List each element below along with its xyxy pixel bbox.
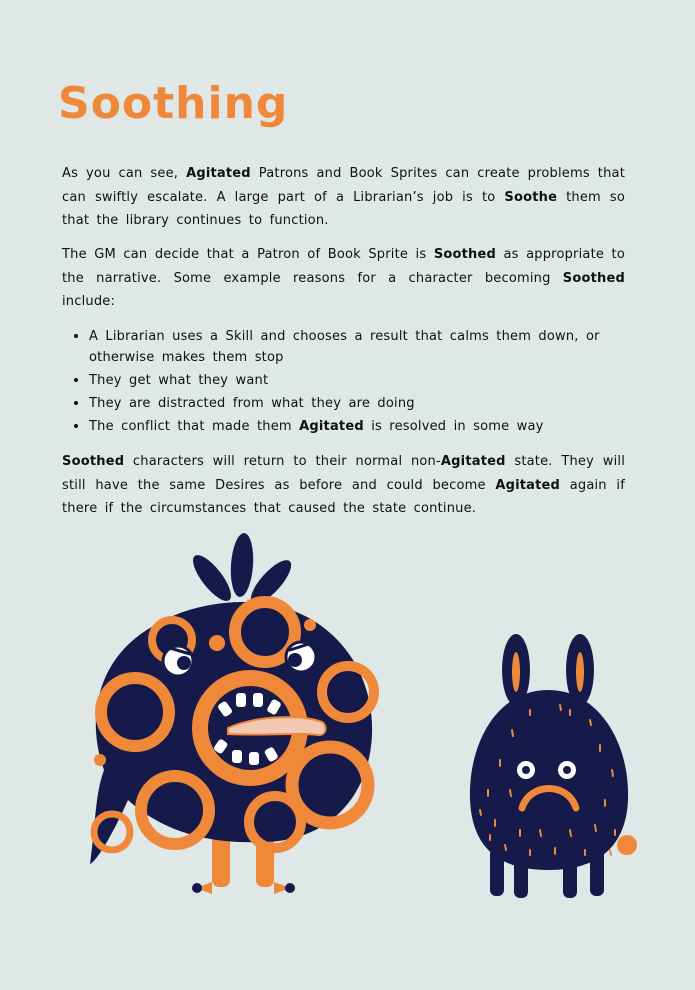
text: again if there if the circumstances that caused the state continue. xyxy=(62,477,625,516)
text: as appropriate to the narrative. Some example reasons for a character becoming xyxy=(62,247,625,286)
reasons-list xyxy=(66,326,649,439)
text: characters will return to their normal non- xyxy=(124,454,441,469)
keyword-soothed: Soothed xyxy=(62,454,125,469)
list-item xyxy=(89,416,649,438)
paragraph-soothed xyxy=(62,450,625,521)
keyword-agitated: Agitated xyxy=(495,477,561,493)
paragraph-gm xyxy=(62,243,625,314)
keyword-soothed: Soothed xyxy=(433,247,497,262)
text: The GM can decide that a Patron of Book Sprite is xyxy=(62,247,434,262)
text: Patrons and Book Sprites can create problems that can swiftly escalate. A large part of a Librarian’s job is to xyxy=(62,166,625,205)
spotted-monster-icon xyxy=(90,532,374,894)
text: The conflict that made them xyxy=(89,418,300,434)
illustration xyxy=(0,530,695,990)
page-title: Soothing xyxy=(58,78,289,129)
keyword-agitated: Agitated xyxy=(299,418,364,434)
keyword-agitated: Agitated xyxy=(440,454,506,469)
keyword-soothed: Soothed xyxy=(562,270,625,286)
text: them so that the library continues to function. xyxy=(62,189,626,228)
text: include: xyxy=(62,294,116,309)
list-item: • They get what they want xyxy=(89,370,649,392)
text: As you can see, xyxy=(62,166,187,181)
sad-bunny-monster-icon xyxy=(470,634,637,898)
text: state. They will still have the same Desires as before and could become xyxy=(62,454,626,493)
text: is resolved in some way xyxy=(363,418,544,434)
list-item: • They are distracted from what they are doing xyxy=(89,393,649,415)
paragraph-intro xyxy=(62,162,625,233)
list-item: • A Librarian uses a Skill and chooses a result that calms them down, or otherwise makes them stop xyxy=(89,326,649,368)
keyword-agitated: Agitated xyxy=(186,166,251,181)
keyword-soothe: Soothe xyxy=(504,189,558,205)
